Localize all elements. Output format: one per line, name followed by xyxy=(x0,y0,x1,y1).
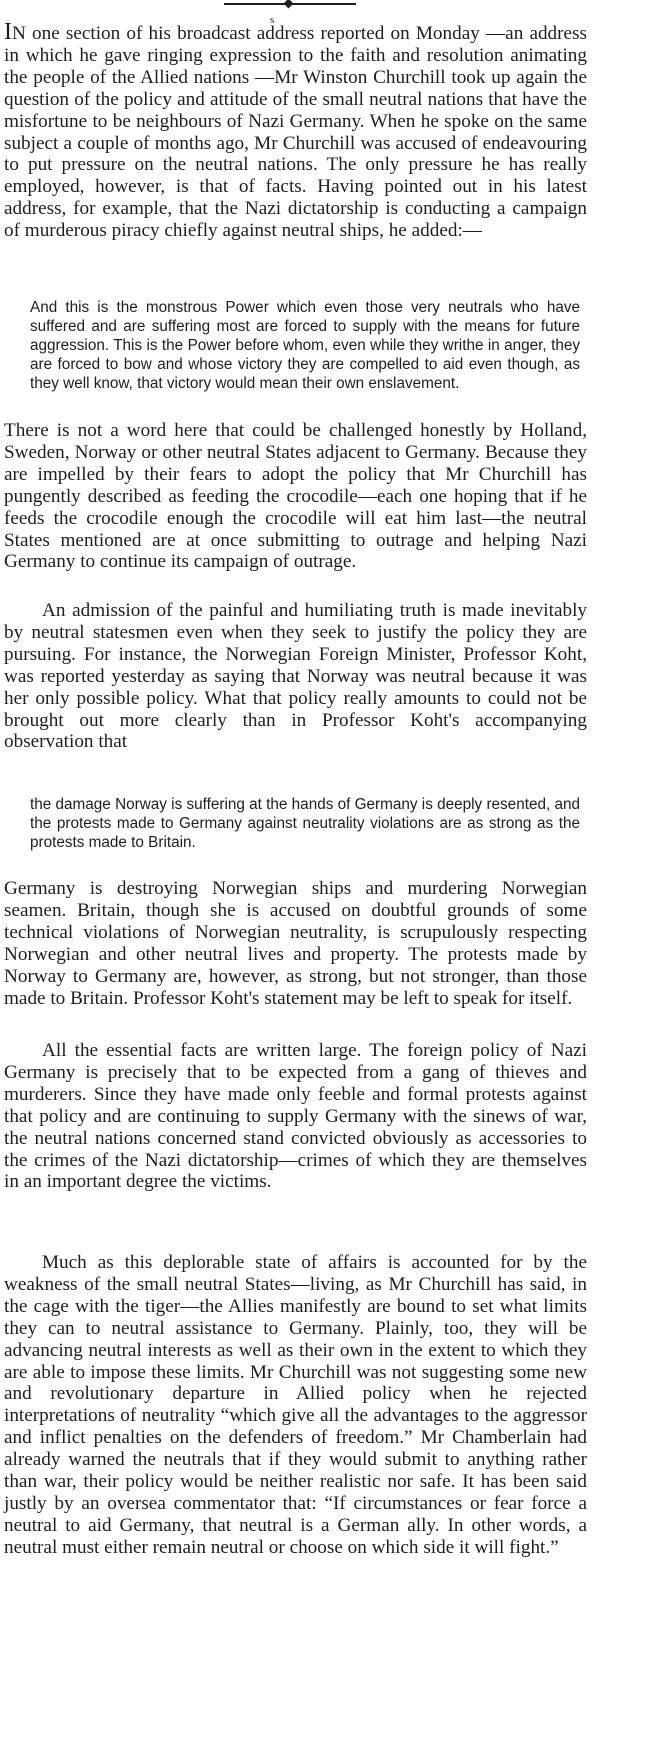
paragraph-6-text: Much as this deplorable state of affairs is accounted for by the weakness of the small neutral States—living, as Mr Churchill has said, in the cage with the tiger—the Allies manifestly are bound to set what limits they can to neutral assistance to Germany. Plainly, too, they will be advancing neutral interests as well as their own in the extent to which they are able to impose these limits. Mr Churchill was not suggesting some new and revolutionary departure in Allied policy when he rejected interpretations of neutrality “which give all the advantages to the aggressor and inflict penalties on the defenders of freedom.” Mr Chamberlain had already warned the neutrals that if they would submit to anything rather than war, their policy would be neither realistic nor safe. It has been said justly by an oversea commentator that: “If circumstances or fear force a neutral to aid Germany, that neutral is a German ally. In other words, a neutral must either remain neutral or choose on which side it will fight.” xyxy=(4,1252,587,1558)
paragraph-6 xyxy=(4,1252,587,1559)
paragraph-5 xyxy=(4,1040,587,1193)
paragraph-3-text: An admission of the painful and humiliating truth is made inevitably by neutral statesmen even when they seek to justify the policy they are pursuing. For instance, the Norwegian Foreign Minister, Professor Koht, was reported yesterday as saying that Norway was neutral because it was her only possible policy. What that policy really amounts to could not be brought out more clearly than in Professor Koht's accompanying observation that xyxy=(4,600,587,753)
header-ornament-rule xyxy=(224,0,356,10)
paragraph-1-text: N one section of his broadcast address reported on Monday —an address in which he gave ringing expression to the faith and resolution animating the people of the Allied nations —Mr Winston Churchill took up again the question of the policy and attitude of the small neutral nations that have the misfortune to be neighbours of Nazi Germany. When he spoke on the same subject a couple of months ago, Mr Churchill was accused of endeavouring to put pressure on the neutral nations. The only pressure he has really employed, however, is that of facts. Having pointed out in his latest address, for example, that the Nazi dictatorship is conducting a campaign of murderous piracy chiefly against neutral ships, he added:— xyxy=(4,23,587,242)
section-mark: s xyxy=(270,14,275,26)
koht-quotation: the damage Norway is suffering at the hands of Germany is deeply resented, and the protests made to Germany against neutrality violations are as strong as the protests made to Britain. xyxy=(30,796,580,851)
paragraph-5-text: All the essential facts are written large. The foreign policy of Nazi Germany is precisely that to be expected from a gang of thieves and murderers. Since they have made only feeble and formal protests against that policy and are continuing to supply Germany with the sinews of war, the neutral nations concerned stand convicted obviously as accessories to the crimes of the Nazi dictatorship—crimes of which they are themselves in an important degree the victims. xyxy=(4,1040,587,1193)
churchill-quotation: And this is the monstrous Power which even those very neutrals who have suffered and are suffering most are forced to supply with the means for future aggression. This is the Power before whom, even while they writhe in anger, they are forced to bow and whose victory they are compelled to aid even though, as they well know, that victory would mean their own enslavement. xyxy=(30,299,580,392)
paragraph-2: There is not a word here that could be challenged honestly by Holland, Sweden, Norway or other neutral States adjacent to Germany. Because they are impelled by their fears to adopt the policy that Mr Churchill has pungently described as feeding the crocodile—each one hoping that if he feeds the crocodile enough the crocodile will eat him last—the neutral States mentioned are at once submitting to outrage and helping Nazi Germany to continue its campaign of outrage. xyxy=(4,420,587,573)
paragraph-3 xyxy=(4,600,587,753)
paragraph-1 xyxy=(4,19,587,242)
drop-cap-initial: I xyxy=(4,19,12,45)
paragraph-4: Germany is destroying Norwegian ships and murdering Norwegian seamen. Britain, though she is accused on doubtful grounds of some technical violations of Norwegian neutrality, is scrupulously respecting Norwegian and other neutral lives and property. The protests made by Norway to Germany are, however, as strong, but not stronger, than those made to Britain. Professor Koht's statement may be left to speak for itself. xyxy=(4,878,587,1009)
rule-diamond-ornament xyxy=(284,0,294,8)
